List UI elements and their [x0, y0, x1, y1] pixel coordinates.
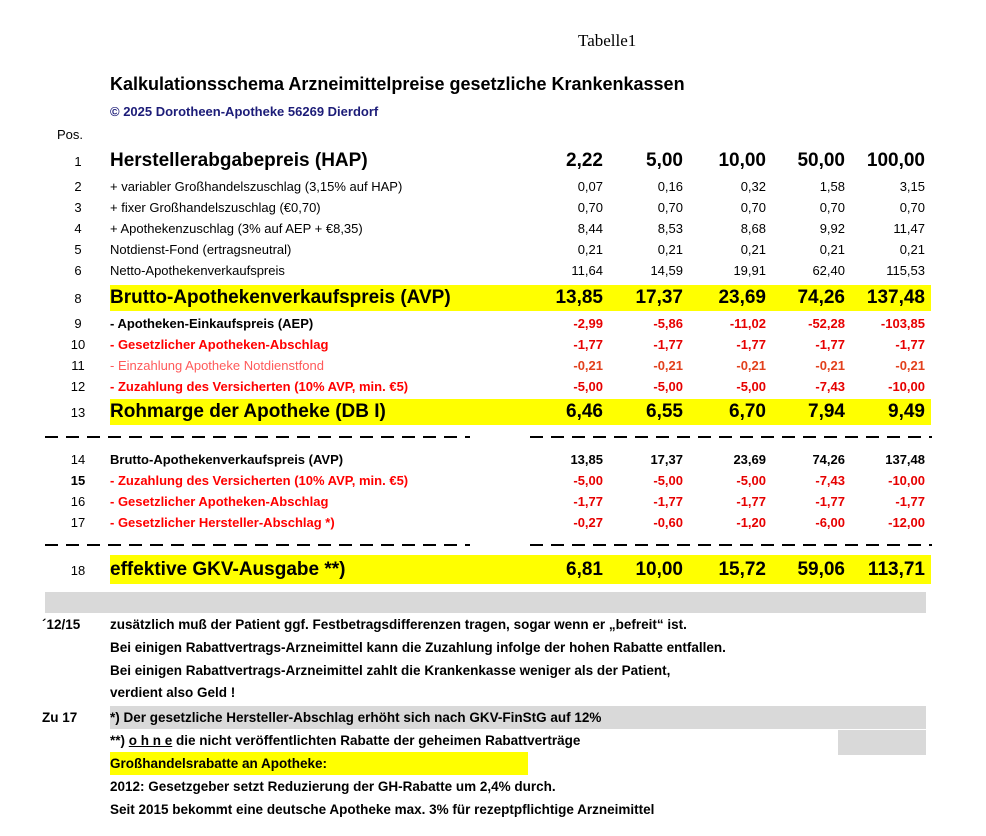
table-row-notdienstfond-einzahlung [0, 355, 931, 376]
value-cell: 0,32 [740, 179, 766, 194]
value-cell: -1,77 [895, 494, 925, 509]
value-cell: 23,69 [718, 287, 766, 308]
table-row-brutto-avp [0, 285, 931, 311]
value-cell: -1,77 [573, 494, 603, 509]
row-label: Rohmarge der Apotheke (DB I) [110, 401, 386, 422]
pos-cell: 16 [70, 494, 86, 509]
value-cell: -0,21 [895, 358, 925, 373]
value-cell: 7,94 [808, 401, 845, 422]
value-cell: 0,70 [577, 200, 603, 215]
row-label: - Einzahlung Apotheke Notdienstfond [110, 358, 324, 373]
value-cell: -5,00 [736, 379, 766, 394]
row-label: Netto-Apothekenverkaufspreis [110, 263, 285, 278]
value-cell: 8,53 [657, 221, 683, 236]
table-row-gh-variabel [0, 176, 931, 197]
value-cell: 14,59 [650, 263, 683, 278]
value-cell: -103,85 [880, 316, 925, 331]
value-cell: -0,27 [573, 515, 603, 530]
note-text: **) o h n e die nicht veröffentlichten Rabatte der geheimen Rabattverträge [110, 733, 581, 748]
pos-cell: 10 [70, 337, 86, 352]
value-cell: 59,06 [797, 559, 845, 580]
value-cell: -5,00 [653, 473, 683, 488]
note-line [0, 775, 931, 798]
value-cell: -1,77 [736, 337, 766, 352]
pos-cell: 3 [74, 200, 82, 215]
table-row-apotheken-abschlag [0, 334, 931, 355]
table-row-brutto-avp-2 [0, 449, 931, 470]
row-label: Brutto-Apothekenverkaufspreis (AVP) [110, 287, 451, 308]
pos-cell: 11 [71, 358, 85, 373]
row-label: - Gesetzlicher Hersteller-Abschlag *) [110, 515, 335, 530]
value-cell: 100,00 [866, 150, 925, 171]
value-cell: 6,55 [646, 401, 683, 422]
pos-cell: 4 [74, 221, 82, 236]
value-cell: 11,47 [893, 221, 925, 236]
table-row-netto-avp [0, 260, 931, 281]
note-text: Bei einigen Rabattvertrags-Arzneimittel kann die Zuzahlung infolge der hohen Rabatte entfallen. [110, 639, 726, 655]
value-cell: -10,00 [888, 379, 925, 394]
note-line [0, 637, 931, 660]
table-row-zuzahlung [0, 376, 931, 397]
value-cell: -0,60 [653, 515, 683, 530]
value-cell: -7,43 [815, 473, 845, 488]
value-cell: 137,48 [866, 287, 925, 308]
value-cell: -0,21 [573, 358, 603, 373]
row-label: Brutto-Apothekenverkaufspreis (AVP) [110, 452, 344, 467]
value-cell: 23,69 [733, 452, 766, 467]
value-cell: -1,77 [815, 494, 845, 509]
note-section-zu-17 [0, 706, 931, 821]
value-cell: 10,00 [718, 150, 766, 171]
value-cell: 50,00 [797, 150, 845, 171]
pos-cell: 2 [74, 179, 82, 194]
value-cell: 0,70 [740, 200, 766, 215]
value-cell: 74,26 [797, 287, 845, 308]
note-line [0, 614, 931, 637]
value-cell: -12,00 [888, 515, 925, 530]
row-label: effektive GKV-Ausgabe **) [110, 559, 346, 580]
row-label: + Apothekenzuschlag (3% auf AEP + €8,35) [110, 221, 363, 236]
pos-cell: 5 [74, 242, 82, 257]
value-cell: 8,44 [577, 221, 603, 236]
value-cell: 0,21 [740, 242, 766, 257]
note-text: zusätzlich muß der Patient ggf. Festbetragsdifferenzen tragen, sogar wenn er „befreit“ ist. [110, 617, 687, 632]
table-row-hap [0, 146, 931, 176]
value-cell: -1,20 [736, 515, 766, 530]
table-row-zuzahlung-2 [0, 470, 931, 491]
table-row-aep [0, 313, 931, 334]
value-cell: 13,85 [570, 452, 603, 467]
pos-cell: 9 [74, 316, 82, 331]
row-label: - Zuzahlung des Versicherten (10% AVP, min. €5) [110, 379, 409, 394]
value-cell: 10,00 [635, 559, 683, 580]
value-cell: -7,43 [815, 379, 845, 394]
table-row-hersteller-abschlag [0, 512, 931, 533]
value-cell: 17,37 [650, 452, 683, 467]
value-cell: -5,00 [653, 379, 683, 394]
value-cell: 2,22 [566, 150, 603, 171]
pos-cell: 15 [70, 473, 86, 488]
value-cell: -0,21 [653, 358, 683, 373]
dashed-line-left [45, 544, 470, 546]
value-cell: -5,86 [653, 316, 683, 331]
pos-cell: 17 [70, 515, 86, 530]
value-cell: 1,58 [819, 179, 845, 194]
value-cell: 15,72 [718, 559, 766, 580]
value-cell: 11,64 [571, 263, 603, 278]
note-line [0, 752, 931, 775]
note-line [0, 706, 931, 729]
value-cell: -1,77 [653, 337, 683, 352]
value-cell: 0,70 [819, 200, 845, 215]
pos-cell: 8 [74, 291, 82, 306]
pos-cell: 1 [74, 154, 82, 169]
dashed-line-left [45, 436, 470, 438]
value-cell: 6,70 [729, 401, 766, 422]
value-cell: -10,00 [888, 473, 925, 488]
sheet-label: Tabelle1 [578, 31, 637, 50]
value-cell: 62,40 [812, 263, 845, 278]
value-cell: 0,21 [657, 242, 683, 257]
table-row-apotheken-abschlag-2 [0, 491, 931, 512]
value-cell: 113,71 [867, 559, 925, 580]
note-text: Seit 2015 bekommt eine deutsche Apotheke max. 3% für rezeptpflichtige Arzneimittel [110, 802, 655, 817]
value-cell: -1,77 [895, 337, 925, 352]
row-label: + fixer Großhandelszuschlag (€0,70) [110, 200, 321, 215]
value-cell: -5,00 [573, 379, 603, 394]
value-cell: -6,00 [815, 515, 845, 530]
note-label: ´12/15 [42, 617, 81, 632]
row-label: + variabler Großhandelszuschlag (3,15% auf HAP) [110, 179, 403, 194]
value-cell: -0,21 [815, 358, 845, 373]
underlined-ohne: o h n e [128, 733, 173, 748]
value-cell: -52,28 [808, 316, 845, 331]
value-cell: 115,53 [886, 263, 925, 278]
table-row-rohmarge [0, 399, 931, 425]
table-row-apothekenzuschlag [0, 218, 931, 239]
value-cell: 3,15 [899, 179, 925, 194]
value-cell: 9,92 [819, 221, 845, 236]
value-cell: -1,77 [736, 494, 766, 509]
page-title: Kalkulationsschema Arzneimittelpreise gesetzliche Krankenkassen [110, 74, 685, 94]
note-text-yellow-highlight: Großhandelsrabatte an Apotheke: [110, 752, 528, 775]
pos-cell: 14 [70, 452, 86, 467]
value-cell: -1,77 [573, 337, 603, 352]
value-cell: 8,68 [740, 221, 766, 236]
copyright-line: © 2025 Dorotheen-Apotheke 56269 Dierdorf [110, 104, 379, 119]
pos-cell: 13 [70, 405, 86, 420]
table-row-notdienst-fond [0, 239, 931, 260]
row-label: - Apotheken-Einkaufspreis (AEP) [110, 316, 314, 331]
table-row-gh-fix [0, 197, 931, 218]
note-line [0, 729, 931, 752]
row-label: - Gesetzlicher Apotheken-Abschlag [110, 337, 329, 352]
pos-cell: 6 [74, 263, 82, 278]
note-text: Bei einigen Rabattvertrags-Arzneimittel zahlt die Krankenkasse weniger als der Patient, [110, 662, 671, 678]
note-text: verdient also Geld ! [110, 685, 236, 701]
row-label: Notdienst-Fond (ertragsneutral) [110, 242, 292, 257]
note-line [0, 682, 931, 705]
value-cell: 0,70 [657, 200, 683, 215]
row-label: - Gesetzlicher Apotheken-Abschlag [110, 494, 329, 509]
value-cell: 9,49 [888, 401, 925, 422]
note-text: 2012: Gesetzgeber setzt Reduzierung der GH-Rabatte um 2,4% durch. [110, 779, 556, 794]
dashed-separator [0, 533, 931, 555]
pos-cell: 12 [70, 379, 86, 394]
value-cell: -5,00 [736, 473, 766, 488]
note-section-12-15 [0, 614, 931, 705]
value-cell: -2,99 [573, 316, 603, 331]
value-cell: 0,21 [819, 242, 845, 257]
pos-column-header: Pos. [57, 127, 84, 142]
dashed-line-right [530, 436, 932, 438]
value-cell: 6,46 [566, 401, 603, 422]
pos-cell: 18 [70, 563, 86, 578]
value-cell: 5,00 [646, 150, 683, 171]
value-cell: 13,85 [555, 287, 603, 308]
value-cell: 0,21 [577, 242, 603, 257]
value-cell: -5,00 [573, 473, 603, 488]
note-text-gray-highlight: *) Der gesetzliche Hersteller-Abschlag erhöht sich nach GKV-FinStG auf 12% [110, 706, 926, 729]
gray-separator-bar [45, 592, 926, 613]
table-row-gkv-ausgabe [0, 555, 931, 584]
value-cell: -1,77 [815, 337, 845, 352]
value-cell: 6,81 [566, 559, 603, 580]
value-cell: 74,26 [812, 452, 845, 467]
value-cell: 17,37 [635, 287, 683, 308]
value-cell: 0,07 [577, 179, 603, 194]
value-cell: 0,16 [657, 179, 683, 194]
dashed-separator [0, 425, 931, 449]
value-cell: 19,91 [733, 263, 766, 278]
value-cell: 137,48 [885, 452, 925, 467]
value-cell: 0,21 [899, 242, 925, 257]
row-label: Herstellerabgabepreis (HAP) [110, 150, 368, 171]
value-cell: 0,70 [899, 200, 925, 215]
dashed-line-right [530, 544, 932, 546]
note-label: Zu 17 [42, 710, 78, 725]
value-cell: -11,02 [729, 316, 766, 331]
note-line [0, 798, 931, 821]
row-label: - Zuzahlung des Versicherten (10% AVP, min. €5) [110, 473, 409, 488]
value-cell: -0,21 [736, 358, 766, 373]
note-line [0, 660, 931, 683]
calculation-table [0, 146, 931, 584]
value-cell: -1,77 [653, 494, 683, 509]
